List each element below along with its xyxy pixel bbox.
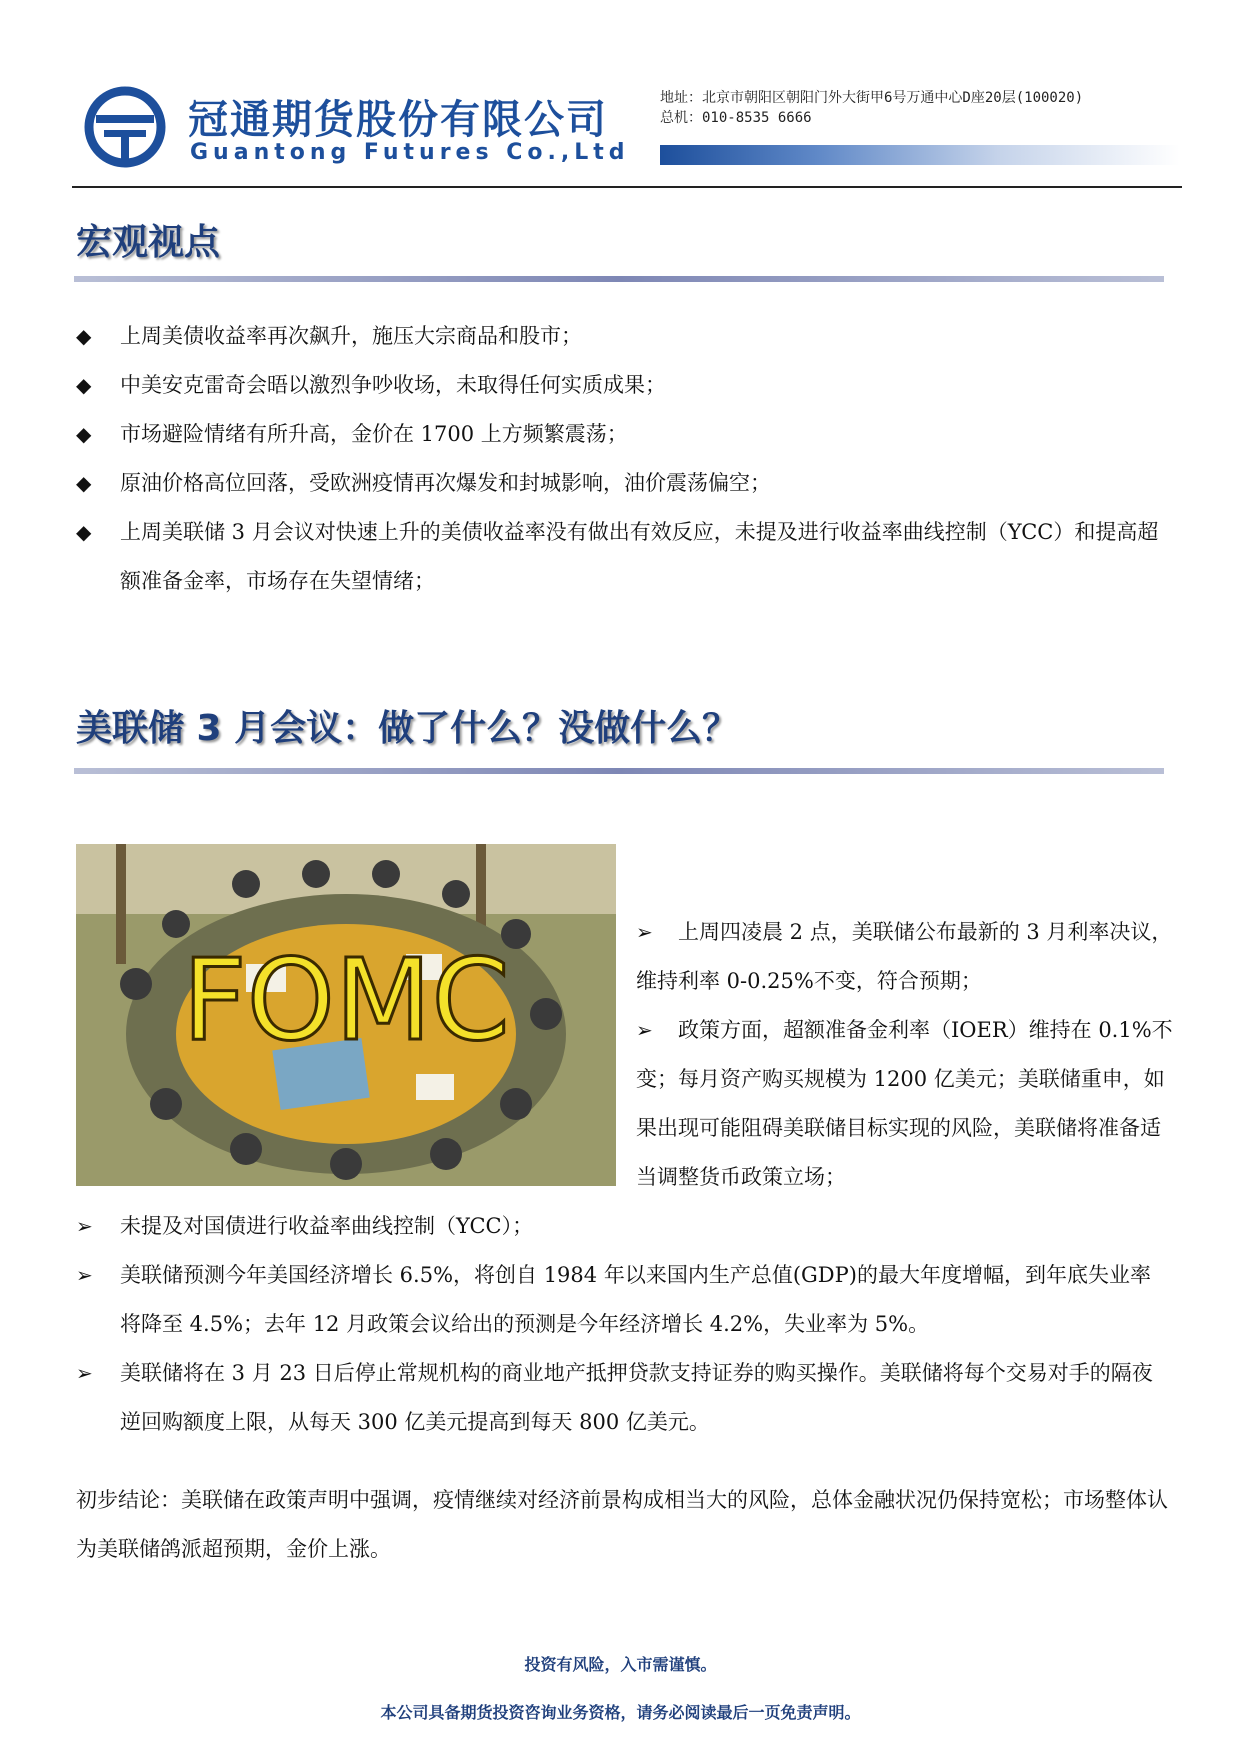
section-divider xyxy=(74,276,1164,282)
arrow-bullet-icon: ➢ xyxy=(636,1018,653,1042)
diamond-bullet-icon: ◆ xyxy=(76,324,92,348)
list-item: ➢ 美联储预测今年美国经济增长 6.5%，将创自 1984 年以来国内生产总值(GDP)的最大年度增幅，到年底失业率将降至 4.5%；去年 12 月政策会议给出的预测是今年经济增长 4.2%，失业率为 5%。 xyxy=(76,1251,1166,1349)
address: 地址：北京市朝阳区朝阳门外大街甲6号万通中心D座20层(100020) xyxy=(660,90,1084,106)
company-name-en: Guantong Futures Co.,Ltd xyxy=(190,140,630,165)
disclaimer-notice: 本公司具备期货投资咨询业务资格，请务必阅读最后一页免责声明。 xyxy=(380,1703,861,1722)
diamond-bullet-icon: ◆ xyxy=(76,373,92,397)
arrow-bullet-icon: ➢ xyxy=(636,920,653,944)
fomc-meeting-illustration xyxy=(76,844,616,1186)
list-item: ➢ 美联储将在 3 月 23 日后停止常规机构的商业地产抵押贷款支持证券的购买操作。美联储将每个交易对手的隔夜逆回购额度上限，从每天 300 亿美元提高到每天 800 亿美元。 xyxy=(76,1349,1166,1447)
arrow-bullet-icon: ➢ xyxy=(76,1263,93,1287)
list-item: ◆ 原油价格高位回落，受欧洲疫情再次爆发和封城影响，油价震荡偏空； xyxy=(76,459,1166,508)
risk-warning: 投资有风险，入市需谨慎。 xyxy=(524,1655,717,1674)
company-name-cn: 冠通期货股份有限公司 xyxy=(188,97,608,143)
arrow-bullet-icon: ➢ xyxy=(76,1361,93,1385)
list-item: ◆ 上周美联储 3 月会议对快速上升的美债收益率没有做出有效反应，未提及进行收益率曲线控制（YCC）和提高超额准备金率，市场存在失望情绪； xyxy=(76,508,1166,606)
list-item: ◆ 市场避险情绪有所升高，金价在 1700 上方频繁震荡； xyxy=(76,410,1166,459)
conclusion-paragraph: 初步结论：美联储在政策声明中强调，疫情继续对经济前景构成相当大的风险，总体金融状况仍保持宽松；市场整体认为美联储鸽派超预期，金价上涨。 xyxy=(76,1488,1168,1561)
fomc-points-list xyxy=(76,1202,1166,1447)
list-item: ➢ 上周四凌晨 2 点，美联储公布最新的 3 月利率决议，维持利率 0-0.25%不变，符合预期； xyxy=(636,908,1176,1006)
fomc-label: FOMC xyxy=(182,936,510,1066)
macro-points-list xyxy=(76,312,1166,606)
phone: 总机：010-8535 6666 xyxy=(660,110,812,126)
list-item: ➢ 政策方面，超额准备金利率（IOER）维持在 0.1%不变；每月资产购买规模为 1200 亿美元；美联储重申，如果出现可能阻碍美联储目标实现的风险，美联储将准备适当调整货币政策立场； xyxy=(636,1006,1176,1202)
list-item: ➢ 未提及对国债进行收益率曲线控制（YCC）； xyxy=(76,1202,1166,1251)
list-item: ◆ 上周美债收益率再次飙升，施压大宗商品和股市； xyxy=(76,312,1166,361)
arrow-bullet-icon: ➢ xyxy=(76,1214,93,1238)
contact-info xyxy=(660,88,1083,128)
diamond-bullet-icon: ◆ xyxy=(76,471,92,495)
company-logo-icon xyxy=(84,86,166,168)
fomc-side-list xyxy=(636,908,1176,1202)
list-item: ◆ 中美安克雷奇会晤以激烈争吵收场，未取得任何实质成果； xyxy=(76,361,1166,410)
header-gradient-bar xyxy=(660,145,1180,165)
diamond-bullet-icon: ◆ xyxy=(76,422,92,446)
page-header xyxy=(0,0,1241,190)
section-divider xyxy=(74,768,1164,774)
section-title-macro: 宏观视点 xyxy=(76,222,221,263)
diamond-bullet-icon: ◆ xyxy=(76,520,92,544)
section-title-fomc: 美联储 3 月会议：做了什么？没做什么？ xyxy=(76,708,739,749)
header-divider xyxy=(72,186,1182,188)
